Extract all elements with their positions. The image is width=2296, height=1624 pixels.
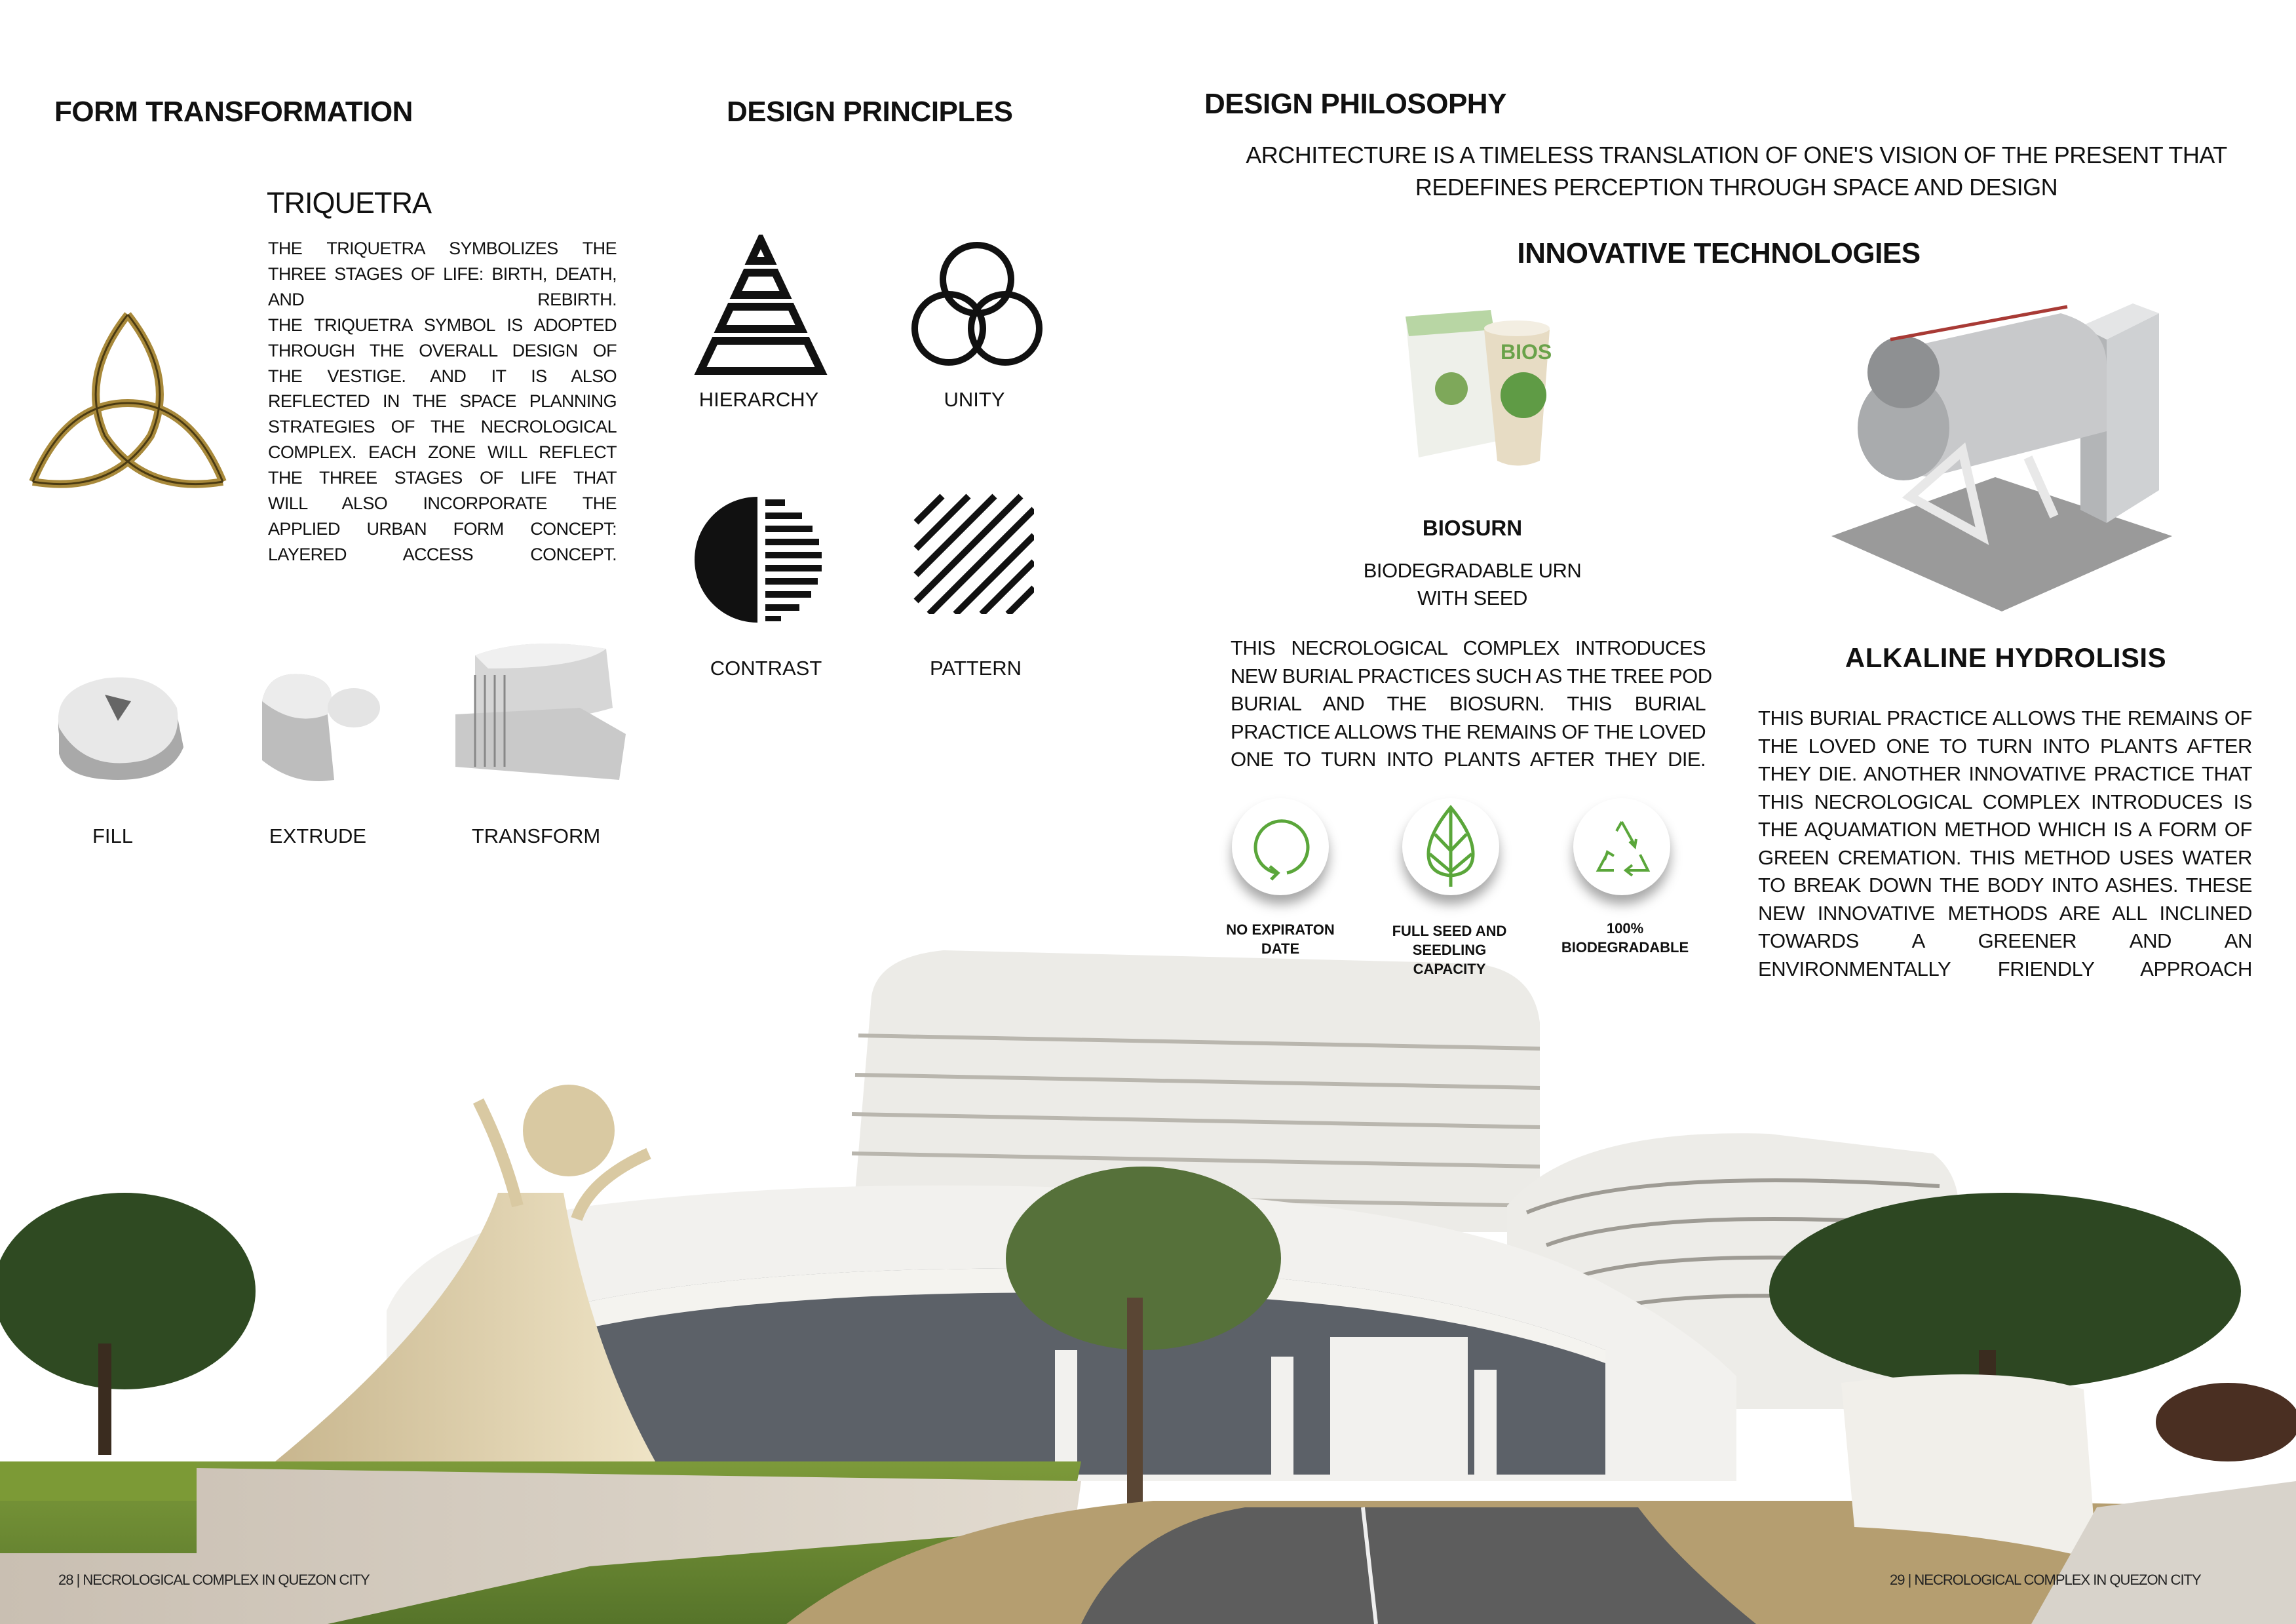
feature-label-line: FULL SEED AND [1392,923,1507,939]
extrude-shape [256,662,387,790]
triquetra-title: TRIQUETRA [267,186,432,220]
paragraph-line: AND REBIRTH. [268,289,617,309]
feature-label-full-seed [1392,921,1507,978]
statement-line: REDEFINES PERCEPTION THROUGH SPACE AND DESIGN [1415,174,2058,201]
paragraph-line: THE TRIQUETRA SYMBOL IS ADOPTED [268,315,617,335]
feature-label-no-expiration [1226,920,1334,958]
feature-no-expiration [1232,798,1329,895]
paragraph-line: TOWARDS A GREENER AND AN [1758,929,2252,952]
paragraph-line: STRATEGIES OF THE NECROLOGICAL [268,417,617,437]
paragraph-line: THE THREE STAGES OF LIFE THAT [268,468,617,488]
biosurn-title: BIOSURN [1422,516,1523,540]
biosurn-subtitle [1364,557,1582,612]
form-transformation-title: FORM TRANSFORMATION [54,96,413,128]
contrast-icon [695,495,826,624]
paragraph-line: ENVIRONMENTALLY FRIENDLY APPROACH [1758,957,2252,980]
principle-contrast: CONTRAST [710,657,822,680]
principle-pattern: PATTERN [929,657,1022,680]
feature-full-seed [1402,798,1499,895]
paragraph-line: THIS NECROLOGICAL COMPLEX INTRODUCES IS [1758,790,2252,813]
refresh-circle-icon [1232,798,1329,895]
paragraph-line: THE AQUAMATION METHOD WHICH IS A FORM OF [1758,818,2252,841]
feature-biodegradable [1573,798,1670,895]
principle-unity: UNITY [944,388,1005,411]
alkaline-hydrolysis-machine-image [1831,300,2172,611]
step-transform: TRANSFORM [471,824,601,847]
paragraph-line: THIS BURIAL PRACTICE ALLOWS THE REMAINS OF [1758,706,2252,729]
paragraph-line: BURIAL AND THE BIOSURN. THIS BURIAL [1231,692,1706,715]
feature-label-line: NO EXPIRATON [1226,921,1335,938]
paragraph-line: THREE STAGES OF LIFE: BIRTH, DEATH, [268,263,617,284]
feature-label-biodegradable [1561,919,1689,957]
biosurn-paragraph [1231,634,1712,774]
paragraph-line: REFLECTED IN THE SPACE PLANNING [268,391,617,412]
paragraph-line: LAYERED ACCESS CONCEPT. [268,544,617,564]
alkaline-hydrolysis-title: ALKALINE HYDROLISIS [1845,642,2167,673]
paragraph-line: TO BREAK DOWN THE BODY INTO ASHES. THESE [1758,874,2252,897]
paragraph-line: NEW BURIAL PRACTICES SUCH AS THE TREE POD [1231,664,1712,687]
subtitle-line: WITH SEED [1417,587,1527,609]
feature-label-line: CAPACITY [1413,961,1486,977]
paragraph-line: THE LOVED ONE TO TURN INTO PLANTS AFTER [1758,734,2252,758]
pattern-icon [913,493,1034,614]
triquetra-icon [20,305,236,495]
leaf-icon [1402,798,1499,895]
feature-label-line: 100% [1606,920,1644,937]
paragraph-line: THE VESTIGE. AND IT IS ALSO [268,366,617,386]
paragraph-line: WILL ALSO INCORPORATE THE [268,493,617,514]
paragraph-line: APPLIED URBAN FORM CONCEPT: [268,518,617,539]
hierarchy-icon [689,235,833,379]
paragraph-line: THEY DIE. ANOTHER INNOVATIVE PRACTICE THAT [1758,762,2252,785]
transform-shape [449,636,632,786]
bios-logo: BIOS [1501,340,1552,364]
philosophy-statement [1246,139,2227,203]
step-extrude: EXTRUDE [269,824,367,847]
paragraph-line: ONE TO TURN INTO PLANTS AFTER THEY DIE. [1231,748,1706,771]
paragraph-line: THE TRIQUETRA SYMBOLIZES THE [268,239,617,258]
feature-label-line: BIODEGRADABLE [1561,939,1689,956]
paragraph-line: COMPLEX. EACH ZONE WILL REFLECT [268,442,617,463]
principle-hierarchy: HIERARCHY [698,388,819,411]
paragraph-line: GREEN CREMATION. THIS METHOD USES WATER [1758,845,2252,869]
innovative-technologies-title: INNOVATIVE TECHNOLOGIES [1517,237,1921,269]
fill-shape [46,675,190,786]
footer-right-page-number: 29 | NECROLOGICAL COMPLEX IN QUEZON CITY [1890,1572,2201,1588]
unity-icon [908,240,1046,371]
biosurn-product-image [1399,303,1556,471]
step-fill: FILL [92,824,134,847]
design-philosophy-title: DESIGN PHILOSOPHY [1204,88,1506,120]
recycle-icon [1573,798,1670,895]
feature-label-line: DATE [1261,940,1300,957]
alkaline-paragraph [1758,705,2252,983]
feature-label-line: SEEDLING [1412,942,1487,958]
paragraph-line: NEW INNOVATIVE METHODS ARE ALL INCLINED [1758,901,2252,925]
paragraph-line: THIS NECROLOGICAL COMPLEX INTRODUCES [1231,636,1706,659]
footer-left-page-number: 28 | NECROLOGICAL COMPLEX IN QUEZON CITY [58,1572,370,1588]
subtitle-line: BIODEGRADABLE URN [1363,559,1582,582]
design-principles-title: DESIGN PRINCIPLES [727,96,1013,128]
paragraph-line: PRACTICE ALLOWS THE REMAINS OF THE LOVED [1231,720,1706,743]
statement-line: ARCHITECTURE IS A TIMELESS TRANSLATION OF ONE'S VISION OF THE PRESENT THAT [1246,142,2227,168]
paragraph-line: THROUGH THE OVERALL DESIGN OF [268,340,617,360]
triquetra-paragraph [268,236,617,568]
